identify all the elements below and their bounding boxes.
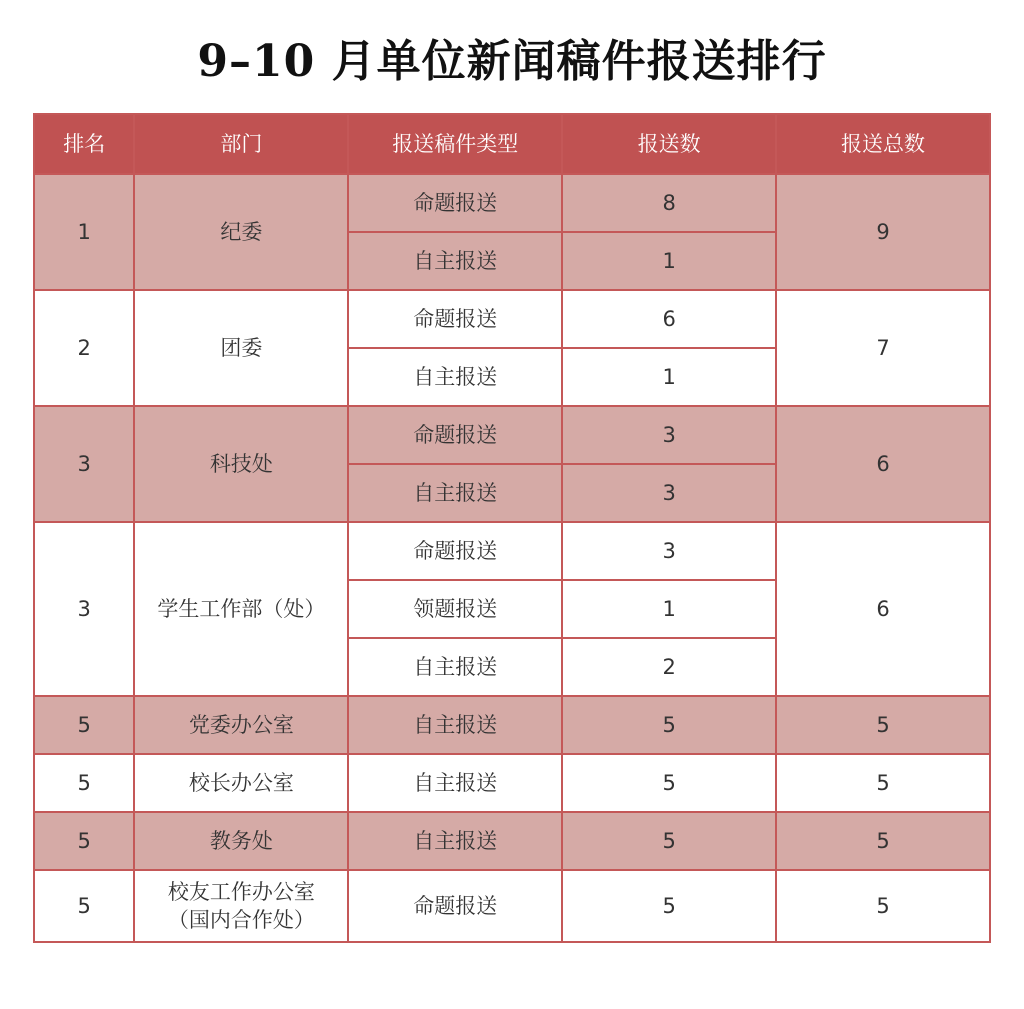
- header-submission-type: 报送稿件类型: [348, 114, 562, 174]
- submission-type-cell: 自主报送: [348, 232, 562, 290]
- total-cell: 5: [776, 754, 990, 812]
- submission-type-cell: 命题报送: [348, 406, 562, 464]
- table-row: [34, 406, 990, 464]
- total-cell: 5: [776, 812, 990, 870]
- submission-type-cell: 命题报送: [348, 174, 562, 232]
- count-cell: 3: [562, 464, 776, 522]
- rank-cell: 3: [34, 406, 134, 522]
- table-row: [34, 522, 990, 580]
- submission-type-cell: 命题报送: [348, 522, 562, 580]
- submission-type-cell: 自主报送: [348, 812, 562, 870]
- count-cell: 5: [562, 754, 776, 812]
- header-department: 部门: [134, 114, 348, 174]
- submission-type-cell: 领题报送: [348, 580, 562, 638]
- submission-type-cell: 自主报送: [348, 696, 562, 754]
- table-row: [34, 870, 990, 942]
- total-cell: 5: [776, 870, 990, 942]
- rank-cell: 3: [34, 522, 134, 696]
- count-cell: 1: [562, 580, 776, 638]
- total-cell: 6: [776, 406, 990, 522]
- count-cell: 5: [562, 812, 776, 870]
- count-cell: 2: [562, 638, 776, 696]
- total-cell: 5: [776, 696, 990, 754]
- count-cell: 3: [562, 406, 776, 464]
- submission-type-cell: 自主报送: [348, 464, 562, 522]
- total-cell: 7: [776, 290, 990, 406]
- rank-cell: 5: [34, 696, 134, 754]
- submission-type-cell: 自主报送: [348, 638, 562, 696]
- count-cell: 1: [562, 348, 776, 406]
- rank-cell: 5: [34, 870, 134, 942]
- table-row: [34, 290, 990, 348]
- table-row: [34, 754, 990, 812]
- total-cell: 9: [776, 174, 990, 290]
- rank-cell: 5: [34, 754, 134, 812]
- count-cell: 5: [562, 696, 776, 754]
- department-cell: 纪委: [134, 174, 348, 290]
- department-cell: 学生工作部（处）: [134, 522, 348, 696]
- page-title: 9–10 月单位新闻稿件报送排行: [197, 36, 827, 87]
- count-cell: 6: [562, 290, 776, 348]
- submission-type-cell: 自主报送: [348, 754, 562, 812]
- header-row: [34, 114, 990, 174]
- table-header: [34, 114, 990, 174]
- header-total: 报送总数: [776, 114, 990, 174]
- department-cell: 校长办公室: [134, 754, 348, 812]
- rank-cell: 5: [34, 812, 134, 870]
- count-cell: 5: [562, 870, 776, 942]
- header-rank: 排名: [34, 114, 134, 174]
- count-cell: 3: [562, 522, 776, 580]
- count-cell: 1: [562, 232, 776, 290]
- total-cell: 6: [776, 522, 990, 696]
- department-cell: 团委: [134, 290, 348, 406]
- table-row: [34, 174, 990, 232]
- submission-type-cell: 命题报送: [348, 870, 562, 942]
- submission-type-cell: 自主报送: [348, 348, 562, 406]
- table-body: [34, 174, 990, 942]
- header-count: 报送数: [562, 114, 776, 174]
- rank-cell: 1: [34, 174, 134, 290]
- rank-cell: 2: [34, 290, 134, 406]
- department-cell: 教务处: [134, 812, 348, 870]
- count-cell: 8: [562, 174, 776, 232]
- table-row: [34, 696, 990, 754]
- table-row: [34, 812, 990, 870]
- submission-type-cell: 命题报送: [348, 290, 562, 348]
- ranking-table: [33, 113, 991, 943]
- department-cell: 科技处: [134, 406, 348, 522]
- department-cell: 党委办公室: [134, 696, 348, 754]
- department-cell: 校友工作办公室 （国内合作处）: [134, 870, 348, 942]
